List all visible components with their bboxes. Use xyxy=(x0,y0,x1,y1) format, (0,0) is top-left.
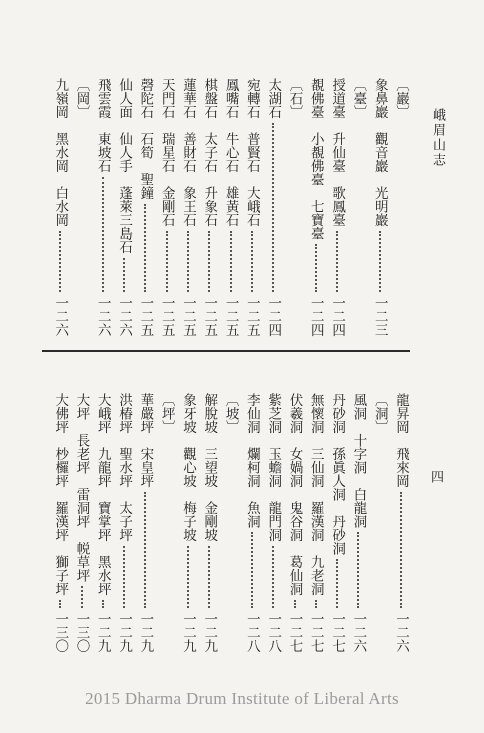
toc-entry: 〔臺〕 xyxy=(350,78,367,119)
toc-page-number: 一二七 xyxy=(307,612,324,653)
dot-leader xyxy=(230,231,234,293)
toc-entry: 李仙洞 爛柯洞 魚洞 xyxy=(243,393,260,528)
dot-leader xyxy=(272,546,276,609)
dot-leader xyxy=(81,586,85,608)
toc-page-number: 一二六 xyxy=(350,612,367,653)
toc-entry: 伏羲洞 女媧洞 鬼谷洞 葛仙洞 xyxy=(286,393,303,596)
toc-page-number: 一二三 xyxy=(371,296,388,337)
toc-entry: 覩佛臺 小覩佛臺 七寶臺 xyxy=(307,78,324,240)
dot-leader xyxy=(315,600,319,609)
toc-entry: 象牙坡 觀心坡 梅子坡 xyxy=(180,393,196,542)
toc-entry: 鳳嘴石 牛心石 雄黃石 xyxy=(222,78,239,227)
toc-page-number: 一二七 xyxy=(329,612,346,653)
dot-leader xyxy=(59,231,63,293)
toc-page-number: 一二八 xyxy=(265,612,282,653)
toc-page-number: 一二五 xyxy=(222,296,239,337)
dot-leader xyxy=(357,532,361,608)
toc-page-number: 一二五 xyxy=(201,296,218,337)
dot-leader xyxy=(144,492,148,609)
toc-entry: 風洞 十字洞 白龍洞 xyxy=(350,393,367,528)
toc-entry: 飛雲霞 東坡石 xyxy=(94,78,111,173)
toc-entry: 大峨坪 九龍坪 寶掌坪 黑水坪 xyxy=(94,393,111,596)
toc-entry: 太湖石 xyxy=(265,78,282,119)
toc-entry: 無懷洞 三仙洞 羅漢洞 九老洞 xyxy=(307,393,324,596)
toc-page-number: 一二六 xyxy=(52,296,69,337)
dot-leader xyxy=(272,123,276,293)
toc-page-number: 一二九 xyxy=(137,612,154,653)
toc-page-number: 一二四 xyxy=(265,296,282,337)
toc-entry: 象鼻巖 觀音巖 光明巖 xyxy=(371,78,388,227)
dot-leader xyxy=(251,532,255,608)
toc-page-number: 一三〇 xyxy=(73,612,90,653)
dot-leader xyxy=(251,231,255,293)
toc-entry: 解脫坡 三望坡 金剛坡 xyxy=(201,393,218,542)
dot-leader xyxy=(102,600,106,609)
dot-leader xyxy=(187,231,191,293)
dot-leader xyxy=(59,600,63,609)
toc-entry: 〔坪〕 xyxy=(158,393,175,434)
toc-entry: 華嚴坪 宋皇坪 xyxy=(137,393,154,488)
toc-entry: 仙人面 仙人手 蓬萊三島石 xyxy=(116,78,133,254)
dot-leader xyxy=(144,204,148,293)
toc-entry: 紫芝洞 玉蟾洞 龍門洞 xyxy=(265,393,282,542)
toc-entry: 磬陀石 石筍 聖鐘 xyxy=(137,78,154,200)
toc-page-number: 一二五 xyxy=(137,296,154,337)
toc-entry: 宛轉石 普賢石 大峨石 xyxy=(243,78,260,227)
footer-watermark: 2015 Dharma Drum Institute of Liberal Arts xyxy=(85,689,399,708)
toc-page-number: 一三〇 xyxy=(52,612,69,653)
toc-entry: 龍昇岡 飛來岡 xyxy=(393,393,409,488)
toc-page-number: 一二六 xyxy=(116,296,133,337)
toc-entry: 大佛坪 杪欏坪 羅漢坪 獅子坪 xyxy=(52,393,69,596)
dot-leader xyxy=(166,231,170,293)
toc-entry: 〔巖〕 xyxy=(393,78,409,119)
toc-page-number: 一二九 xyxy=(180,612,196,653)
section-divider xyxy=(42,350,410,352)
toc-page-number: 一二九 xyxy=(201,612,218,653)
toc-entry: 〔岡〕 xyxy=(73,78,90,119)
dot-leader xyxy=(208,546,212,609)
dot-leader xyxy=(294,600,298,609)
toc-entry: 九嶺岡 黑水岡 白水岡 xyxy=(52,78,69,227)
dot-leader xyxy=(187,546,191,609)
dot-leader xyxy=(315,244,319,292)
toc-page-number: 一二五 xyxy=(243,296,260,337)
toc-entry: 蓮華石 善財石 象王石 xyxy=(180,78,196,227)
dot-leader xyxy=(123,258,127,293)
toc-page-number: 一二九 xyxy=(94,612,111,653)
toc-entry: 〔坡〕 xyxy=(222,393,239,434)
dot-leader xyxy=(400,492,404,609)
toc-page-number: 一二五 xyxy=(180,296,196,337)
toc-entry: 授道臺 升仙臺 歌鳳臺 xyxy=(329,78,346,227)
toc-page-number: 一二四 xyxy=(307,296,324,337)
toc-page-number: 一二五 xyxy=(158,296,175,337)
toc-page-number: 一二六 xyxy=(393,612,409,653)
toc-page-number: 一二四 xyxy=(329,296,346,337)
toc-page-number: 一二九 xyxy=(116,612,133,653)
running-head: 峨眉山志 xyxy=(430,108,445,168)
toc-entry: 〔洞〕 xyxy=(371,393,388,434)
toc-page-number: 一二八 xyxy=(243,612,260,653)
dot-leader xyxy=(208,231,212,293)
toc-page-number: 一二六 xyxy=(94,296,111,337)
dot-leader xyxy=(336,231,340,293)
toc-entry: 洪椿坪 聖水坪 太子坪 xyxy=(116,393,133,542)
toc-entry: 天門石 瑞星石 金剛石 xyxy=(158,78,175,227)
dot-leader xyxy=(123,546,127,609)
dot-leader xyxy=(379,231,383,293)
toc-entry: 丹砂洞 孫眞人洞 丹砂洞 xyxy=(329,393,346,555)
toc-entry: 大坪 長老坪 雷洞坪 帨草坪 xyxy=(73,393,90,582)
dot-leader xyxy=(102,177,106,293)
page-number: 四 xyxy=(428,470,443,483)
toc-entry: 棋盤石 太子石 升象石 xyxy=(201,78,218,227)
dot-leader xyxy=(336,559,340,608)
toc-page-number: 一二七 xyxy=(286,612,303,653)
toc-entry: 〔石〕 xyxy=(286,78,303,119)
